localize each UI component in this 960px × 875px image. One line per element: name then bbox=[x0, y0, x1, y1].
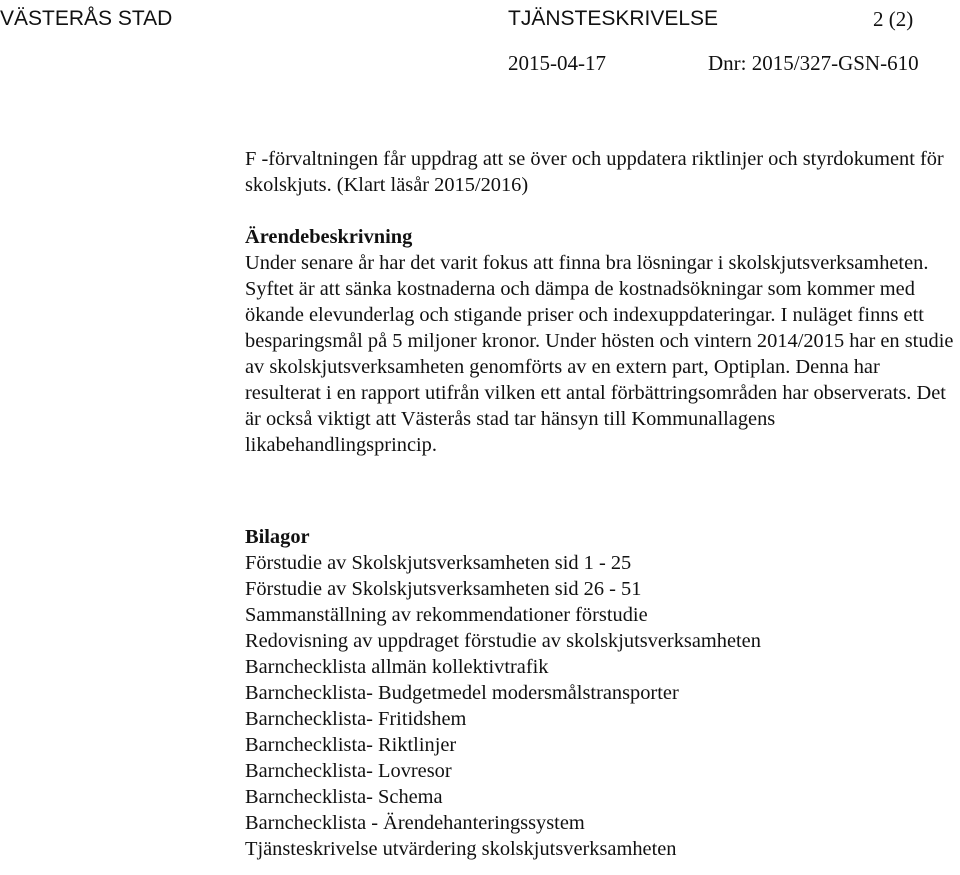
header-page: 2 (2) bbox=[873, 7, 914, 31]
section-heading-arende: Ärendebeskrivning bbox=[245, 226, 413, 248]
list-item: Barnchecklista- Schema bbox=[245, 786, 443, 808]
list-item: Tjänsteskrivelse utvärdering skolskjutsverksamheten bbox=[245, 838, 677, 860]
list-item: Barnchecklista - Ärendehanteringssystem bbox=[245, 812, 585, 834]
list-item: Förstudie av Skolskjutsverksamheten sid 1 - 25 bbox=[245, 552, 632, 574]
list-item: Barnchecklista- Lovresor bbox=[245, 760, 452, 782]
list-item: Sammanställning av rekommendationer förstudie bbox=[245, 604, 648, 626]
header-date: 2015-04-17 bbox=[508, 51, 606, 75]
header-dnr: Dnr: 2015/327-GSN-610 bbox=[708, 51, 919, 75]
arende-paragraph: Under senare år har det varit fokus att finna bra lösningar i skolskjutsverksamheten. Syftet är att sänka kostnaderna och dämpa de kostnadsökningar som kommer med ökande elevunderlag och stigande priser och indexuppdateringar. I nuläget finns ett besparingsmål på 5 miljoner kronor. Under hösten och vintern 2014/2015 har en studie av skolskjutsverksamheten genomförts av en extern part, Optiplan. Denna har resulterat i en rapport utifrån vilken ett antal förbättringsområden har observerats. Det är också viktigt att Västerås stad tar hänsyn till Kommunallagens likabehandlingsprincip. bbox=[245, 252, 954, 456]
list-item: Förstudie av Skolskjutsverksamheten sid 26 - 51 bbox=[245, 578, 642, 600]
list-item: Redovisning av uppdraget förstudie av skolskjutsverksamheten bbox=[245, 630, 761, 652]
document-body bbox=[245, 146, 957, 862]
list-item: Barnchecklista allmän kollektivtrafik bbox=[245, 656, 549, 678]
list-item: Barnchecklista- Fritidshem bbox=[245, 708, 467, 730]
section-heading-bilagor: Bilagor bbox=[245, 526, 310, 548]
intro-paragraph: F -förvaltningen får uppdrag att se över och uppdatera riktlinjer och styrdokument för skolskjuts. (Klart läsår 2015/2016) bbox=[245, 148, 944, 196]
list-item: Barnchecklista- Budgetmedel modersmålstransporter bbox=[245, 682, 679, 704]
attachment-list bbox=[245, 550, 957, 862]
header-org: VÄSTERÅS STAD bbox=[0, 7, 173, 30]
header-doc-type: TJÄNSTESKRIVELSE bbox=[508, 7, 719, 30]
list-item: Barnchecklista- Riktlinjer bbox=[245, 734, 457, 756]
